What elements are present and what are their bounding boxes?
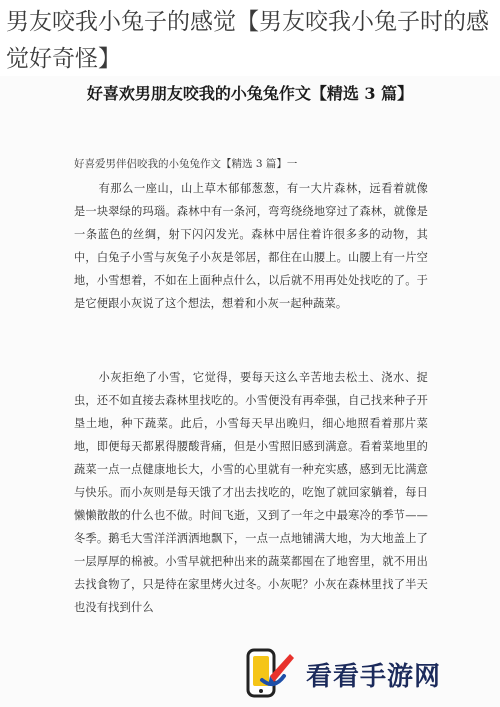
- document-title: 好喜欢男朋友咬我的小兔兔作文【精选 3 篇】: [86, 84, 414, 103]
- article-headline: 男友咬我小兔子的感觉【男友咬我小兔子时的感觉好奇怪】: [6, 9, 489, 72]
- document-paragraph: 小灰拒绝了小雪，它觉得，要每天这么辛苦地去松土、浇水、捉虫，还不如直接去森林里找吃的。小雪便没有再牵强，自己找来种子开垦土地，种下蔬菜。此后，小雪每天早出晚归，细心地照看着那片菜地，即便每天都累得腰酸背痛，但是小雪照旧感到满意。看着菜地里的蔬菜一点一点健康地长大，小雪的心里就有一种充实感，感到无比满意与快乐。而小灰则是每天饿了才出去找吃的，吃饱了就回家躺着，每日懒懒散散的什么也不做。时间飞逝，又到了一年之中最寒冷的季节——冬季。鹅毛大雪洋洋洒洒地飘下，一点一点地铺满大地，为大地盖上了一层厚厚的棉被。小雪早就把种出来的蔬菜都囤在了地窖里，就不用出去找食物了，只是待在家里烤火过冬。小灰呢？小灰在森林里找了半天也没有找到什么: [74, 371, 428, 614]
- site-watermark: [240, 645, 492, 703]
- watermark-text: 看看手游网: [306, 661, 442, 692]
- phone-pen-logo-icon: [240, 646, 296, 702]
- scanned-document: [0, 76, 500, 707]
- document-subtitle: 好喜爱男伴侣咬我的小兔兔作文【精选 3 篇】一: [74, 158, 298, 170]
- document-paragraph: 有那么一座山，山上草木郁郁葱葱，有一大片森林，远看着就像是一块翠绿的玛瑙。森林中有一条河，弯弯绕绕地穿过了森林，就像是一条蓝色的丝绸，射下闪闪发光。森林中居住着许很多多的动物，其中，白兔子小雪与灰兔子小灰是邻居，都住在山腰上。山腰上有一片空地，小雪想着，不如在上面种点什么，以后就不用再处处找吃的了。于是它便跟小灰说了这个想法，想着和小灰一起种蔬菜。: [74, 182, 428, 310]
